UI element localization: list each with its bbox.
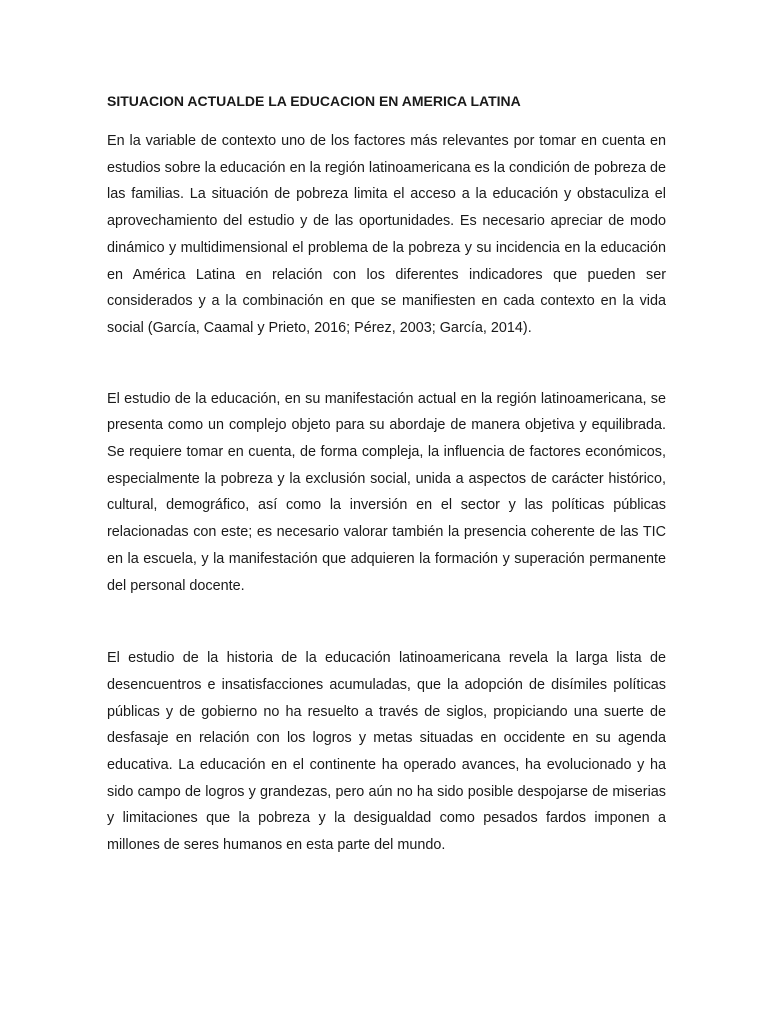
paragraph-2: El estudio de la educación, en su manifestación actual en la región latinoamericana, se presenta como un complejo objeto para su abordaje de manera objetiva y equilibrada. Se requiere tomar en cuenta, de forma compleja, la influencia de factores económicos, especialmente la pobreza y la exclusión social, unida a aspectos de carácter histórico, cultural, demográfico, así como la inversión en el sector y las políticas públicas relacionadas con este; es necesario valorar también la presencia coherente de las TIC en la escuela, y la manifestación que adquieren la formación y superación permanente del personal docente. <box>107 390 666 594</box>
paragraph-1: En la variable de contexto uno de los factores más relevantes por tomar en cuenta en estudios sobre la educación en la región latinoamericana es la condición de pobreza de las familias. La situación de pobreza limita el acceso a la educación y obstaculiza el aprovechamiento del estudio y de las oportunidades. Es necesario apreciar de modo dinámico y multidimensional el problema de la pobreza y su incidencia en la educación en América Latina en relación con los diferentes indicadores que pueden ser considerados y a la combinación en que se manifiesten en cada contexto en la vida social (García, Caamal y Prieto, 2016; Pérez, 2003; García, 2014). <box>107 133 666 336</box>
paragraph-spacer <box>107 342 666 386</box>
paragraph-3: El estudio de la historia de la educación latinoamericana revela la larga lista de desencuentros e insatisfacciones acumuladas, que la adopción de disímiles políticas públicas y de gobierno no ha resuelto a través de siglos, propiciando una suerte de desfasaje en relación con los logros y metas situadas en occidente en su agenda educativa. La educación en el continente ha operado avances, ha evolucionado y ha sido campo de logros y grandezas, pero aún no ha sido posible despojarse de miserias y limitaciones que la pobreza y la desigualdad como pesados fardos imponen a millones de seres humanos en esta parte del mundo. <box>107 650 666 854</box>
paragraph-spacer <box>107 599 666 645</box>
document-title: SITUACION ACTUALDE LA EDUCACION EN AMERICA LATINA <box>107 93 521 109</box>
